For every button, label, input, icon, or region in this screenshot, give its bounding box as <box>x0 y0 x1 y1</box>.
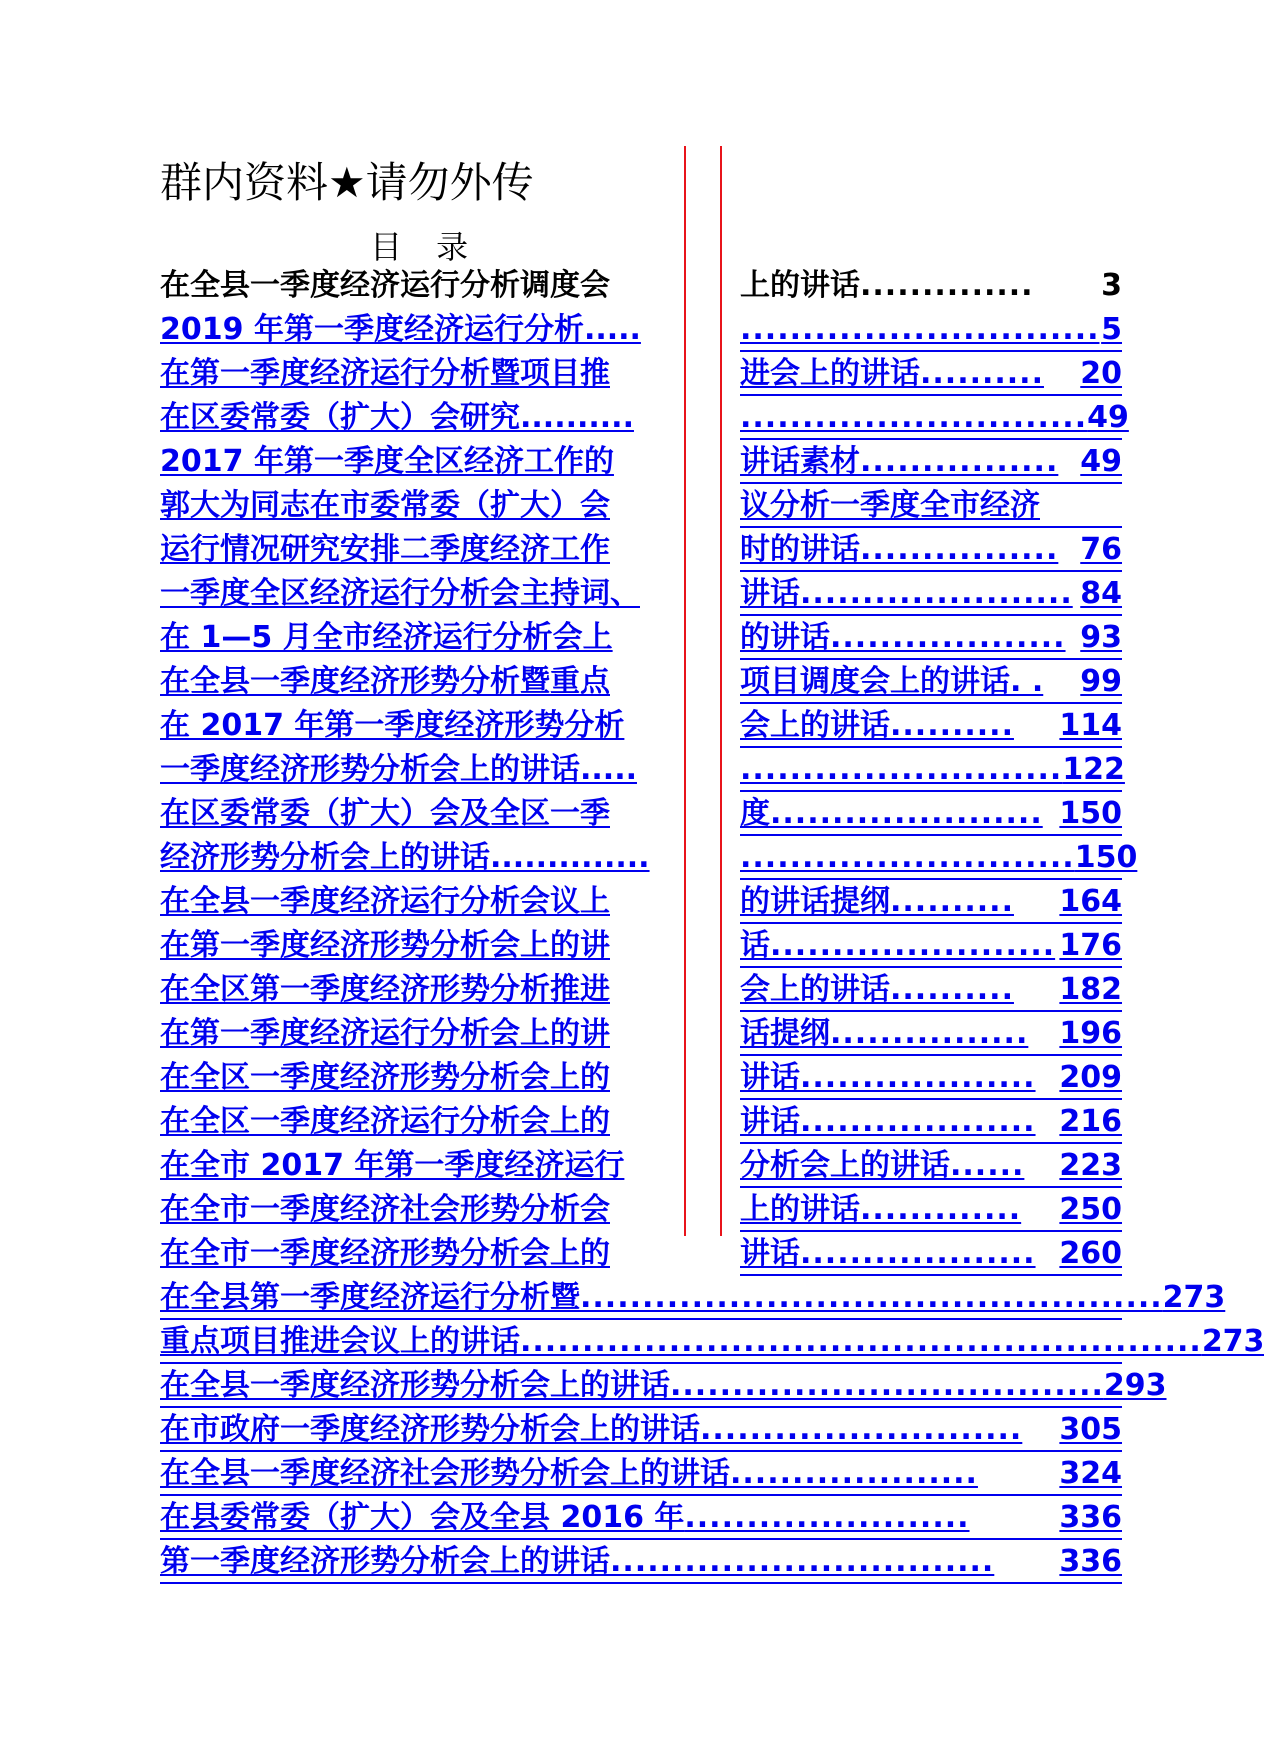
toc-entry[interactable] <box>160 310 1122 354</box>
toc-entry-leader: ................ <box>860 444 1059 479</box>
toc-entry-page-number: 114 <box>1059 708 1122 743</box>
toc-entry-leader: ............. <box>860 1192 1022 1227</box>
toc-entry[interactable] <box>160 1190 1122 1234</box>
toc-entry-leader: ....................................................... <box>520 1324 1202 1359</box>
toc-entry[interactable] <box>160 1366 1167 1410</box>
toc-entry[interactable] <box>160 530 1122 574</box>
toc-entry-label: 讲话 <box>740 576 800 611</box>
toc-entry-label: 上的讲话 <box>740 1192 860 1227</box>
toc-entry[interactable] <box>160 1234 1122 1278</box>
toc-entry-leader: ................ <box>830 1016 1029 1051</box>
toc-entry[interactable] <box>160 706 1122 750</box>
toc-entry-leader: ................... <box>830 620 1066 655</box>
toc-entry-right <box>740 1146 1122 1188</box>
toc-entry-label: 讲话 <box>740 1236 800 1271</box>
toc-entry-page-number: 122 <box>1062 752 1125 787</box>
toc-entry-leader: ............................. <box>740 312 1100 347</box>
toc-entry-left-text: 在全区一季度经济形势分析会上的 <box>160 1060 610 1095</box>
toc-entry[interactable] <box>160 662 1122 706</box>
toc-entry[interactable] <box>160 1322 1264 1366</box>
toc-entry-page-number: 49 <box>1087 400 1129 435</box>
toc-entry-right <box>740 310 1122 352</box>
toc-entry-label: 分析会上的讲话 <box>740 1148 950 1183</box>
toc-entry-page-number: 216 <box>1059 1104 1122 1139</box>
toc-entry-page-number: 84 <box>1080 576 1122 611</box>
toc-entry-left-text: 在全县一季度经济运行分析会议上 <box>160 884 610 919</box>
toc-entry-left-text: 一季度全区经济运行分析会主持词、 <box>160 576 640 611</box>
toc-entry[interactable] <box>160 1498 1122 1542</box>
toc-entry-page-number: 99 <box>1080 664 1122 699</box>
toc-entry-page-number: 336 <box>1059 1544 1122 1579</box>
toc-entry-right <box>740 1234 1122 1276</box>
toc-entry-leader: ................... <box>800 1236 1036 1271</box>
toc-entry-label: 在市政府一季度经济形势分析会上的讲话 <box>160 1412 700 1447</box>
toc-entry-left-text: 在全区一季度经济运行分析会上的 <box>160 1104 610 1139</box>
toc-entry-page-number: 3 <box>1101 268 1122 303</box>
toc-entry[interactable] <box>160 574 1122 618</box>
toc-entry-label: 讲话 <box>740 1104 800 1139</box>
toc-entry[interactable] <box>160 1278 1226 1322</box>
toc-entry-right <box>740 750 1125 792</box>
toc-entry[interactable] <box>160 1542 1122 1586</box>
toc-entry-label: 在全县一季度经济形势分析会上的讲话 <box>160 1368 670 1403</box>
toc-entry-label: 讲话素材 <box>740 444 860 479</box>
toc-entry-page-number: 250 <box>1059 1192 1122 1227</box>
toc-entry-label: 的讲话提纲 <box>740 884 890 919</box>
toc-entry-right <box>740 530 1122 572</box>
toc-entry-left-text: 在全市一季度经济社会形势分析会 <box>160 1192 610 1227</box>
toc-entry-page-number: 260 <box>1059 1236 1122 1271</box>
toc-entry-leader: ....................... <box>684 1500 970 1535</box>
toc-entry-page-number: 182 <box>1059 972 1122 1007</box>
toc-entry-label: 话 <box>740 928 770 963</box>
toc-entry-right <box>160 1454 1122 1496</box>
toc-entry-left-text: 郭大为同志在市委常委（扩大）会 <box>160 488 610 523</box>
toc-entry-right <box>160 1410 1122 1452</box>
toc-entry-left-text: 运行情况研究安排二季度经济工作 <box>160 532 610 567</box>
toc-entry-page-number: 150 <box>1074 840 1138 875</box>
toc-entry-page-number: 196 <box>1059 1016 1122 1051</box>
toc-entry-left-text: 在第一季度经济运行分析会上的讲 <box>160 1016 610 1051</box>
toc-entry-right <box>740 970 1122 1012</box>
toc-entry-right <box>160 1498 1122 1540</box>
toc-entry-right <box>740 442 1122 484</box>
toc-entry[interactable] <box>160 838 1138 882</box>
toc-entry-right <box>160 1322 1264 1364</box>
toc-entry-left-text: 经济形势分析会上的讲话.............. <box>160 840 650 875</box>
toc-entry[interactable] <box>160 882 1122 926</box>
toc-entry[interactable] <box>160 618 1122 662</box>
toc-entry-right <box>740 354 1122 396</box>
toc-entry-page-number: 164 <box>1059 884 1122 919</box>
toc-entry[interactable] <box>160 354 1122 398</box>
page-heading: 群内资料★请勿外传 <box>160 158 534 207</box>
toc-entry-page-number: 150 <box>1059 796 1122 831</box>
toc-entry-leader: .......... <box>890 708 1014 743</box>
toc-entry-leader: .......................... <box>700 1412 1023 1447</box>
toc-entry[interactable] <box>160 1102 1122 1146</box>
toc-entry-label: 讲话 <box>740 1060 800 1095</box>
toc-entry-right <box>740 706 1122 748</box>
toc-entry-leader: ............................ <box>740 400 1088 435</box>
toc-entry-right <box>740 1014 1122 1056</box>
toc-entry-label: 度 <box>740 796 770 831</box>
toc-entry-page-number: 273 <box>1162 1280 1226 1315</box>
toc-entry-page-number: 293 <box>1103 1368 1167 1403</box>
toc-entry-label: 会上的讲话 <box>740 708 890 743</box>
toc-entry-leader: ....................... <box>770 928 1056 963</box>
toc-entry-label: 上的讲话 <box>740 268 860 303</box>
toc-entry-leader: ................... <box>800 1104 1036 1139</box>
toc-entry-page-number: 336 <box>1059 1500 1122 1535</box>
toc-entry-leader: ...... <box>950 1148 1025 1183</box>
toc-entry-left-text: 在区委常委（扩大）会及全区一季 <box>160 796 610 831</box>
toc-entry-right <box>740 1102 1122 1144</box>
toc-entry-right <box>740 574 1122 616</box>
toc-entry-label: 在县委常委（扩大）会及全县 2016 年 <box>160 1500 685 1535</box>
toc-entry-left-text: 在全市一季度经济形势分析会上的 <box>160 1236 610 1271</box>
toc-entry-page-number: 176 <box>1059 928 1122 963</box>
toc-entry-leader: ................... <box>800 1060 1036 1095</box>
toc-entry-right <box>740 662 1122 704</box>
toc-entry-leader: ............................................... <box>580 1280 1163 1315</box>
toc-entry[interactable] <box>160 1454 1122 1498</box>
toc-entry-label: 重点项目推进会议上的讲话 <box>160 1324 520 1359</box>
toc-title: 目 录 <box>370 228 481 266</box>
toc-entry-page-number: 305 <box>1059 1412 1122 1447</box>
toc-entry[interactable] <box>160 970 1122 1014</box>
toc-entry-label: 话提纲 <box>740 1016 830 1051</box>
toc-entry-right <box>160 1542 1122 1584</box>
toc-entry-left-text: 在第一季度经济形势分析会上的讲 <box>160 928 610 963</box>
toc-entry[interactable] <box>160 794 1122 838</box>
toc-entry-left-text: 在全县一季度经济形势分析暨重点 <box>160 664 610 699</box>
toc-entry-leader: .......... <box>890 884 1014 919</box>
toc-entry-label: 的讲话 <box>740 620 830 655</box>
toc-entry-right <box>740 838 1138 880</box>
toc-entry-right <box>740 1058 1122 1100</box>
toc-entry-leader: .............. <box>860 268 1034 303</box>
toc-entry-page-number: 324 <box>1059 1456 1122 1491</box>
toc-entry-left-text: 在 1—5 月全市经济运行分析会上 <box>160 620 613 655</box>
toc-entry-right <box>740 618 1122 660</box>
toc-entry-right <box>740 398 1129 440</box>
toc-entry-leader: .......................... <box>740 752 1063 787</box>
toc-entry-right <box>160 1278 1226 1320</box>
toc-entry-label: 时的讲话 <box>740 532 860 567</box>
toc-entry-label: 进会上的讲话 <box>740 356 920 391</box>
toc-entry-left-text: 在全区第一季度经济形势分析推进 <box>160 972 610 1007</box>
toc-entry-label: 议分析一季度全市经济 <box>740 488 1040 523</box>
toc-entry-page-number: 5 <box>1101 312 1122 347</box>
toc-entry-label: 第一季度经济形势分析会上的讲话 <box>160 1544 610 1579</box>
toc-entry-leader: ................................... <box>670 1368 1104 1403</box>
toc-entry-leader: ...................... <box>770 796 1043 831</box>
toc-entry-label: 在全县一季度经济社会形势分析会上的讲话 <box>160 1456 730 1491</box>
toc-entry-leader: .......... <box>920 356 1044 391</box>
toc-entry-left-text: 在第一季度经济运行分析暨项目推 <box>160 356 610 391</box>
toc-entry-label: 在全县第一季度经济运行分析暨 <box>160 1280 580 1315</box>
toc-entry-right <box>740 266 1122 306</box>
toc-entry-right <box>740 882 1122 924</box>
toc-entry[interactable] <box>160 750 1125 794</box>
toc-entry-left-text: 一季度经济形势分析会上的讲话..... <box>160 752 637 787</box>
toc-entry-left-text: 2017 年第一季度全区经济工作的 <box>160 444 614 479</box>
toc-entry-left-text: 在区委常委（扩大）会研究.......... <box>160 400 634 435</box>
toc-entry-page-number: 76 <box>1080 532 1122 567</box>
toc-entry[interactable] <box>160 1146 1122 1190</box>
toc-entry-page-number: 273 <box>1201 1324 1264 1359</box>
toc-entry[interactable] <box>160 442 1122 486</box>
toc-entry-left-text: 在全县一季度经济运行分析调度会 <box>160 268 610 303</box>
toc-entry-page-number: 93 <box>1080 620 1122 655</box>
toc-entry-left-text: 在 2017 年第一季度经济形势分析 <box>160 708 625 743</box>
toc-entry-left-text: 在全市 2017 年第一季度经济运行 <box>160 1148 625 1183</box>
toc-entry-right <box>740 926 1122 968</box>
toc-entry[interactable] <box>160 486 1122 530</box>
toc-entry-page-number: 49 <box>1080 444 1122 479</box>
toc-entry-page-number: 20 <box>1080 356 1122 391</box>
toc-entry[interactable] <box>160 1410 1122 1454</box>
toc-entry[interactable] <box>160 398 1129 442</box>
toc-entry-leader: ...................... <box>800 576 1073 611</box>
toc-entry-label: 项目调度会上的讲话. . <box>740 664 1044 699</box>
toc-entry[interactable] <box>160 1014 1122 1058</box>
toc-entry[interactable] <box>160 926 1122 970</box>
toc-entry-page-number: 223 <box>1059 1148 1122 1183</box>
toc-entry-right <box>740 1190 1122 1232</box>
toc-entry-right <box>160 1366 1167 1408</box>
toc-entry-right <box>740 794 1122 836</box>
toc-entry-left-text: 2019 年第一季度经济运行分析..... <box>160 312 641 347</box>
toc-entry-leader: ............................... <box>610 1544 995 1579</box>
toc-entry-leader: ................ <box>860 532 1059 567</box>
toc-entry[interactable] <box>160 1058 1122 1102</box>
toc-entry <box>160 266 1122 310</box>
toc-entry-label: 会上的讲话 <box>740 972 890 1007</box>
toc-entry-right <box>740 486 1122 528</box>
toc-entry-leader: .......... <box>890 972 1014 1007</box>
toc-entry-page-number: 209 <box>1059 1060 1122 1095</box>
toc-entry-leader: ........................... <box>740 840 1075 875</box>
toc-entry-leader: .................... <box>730 1456 978 1491</box>
